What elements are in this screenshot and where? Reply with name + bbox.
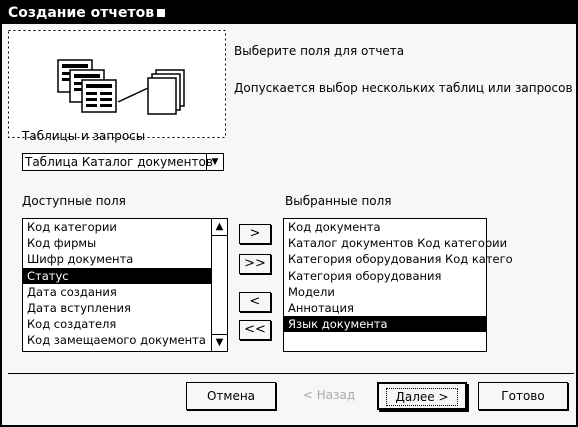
list-item[interactable]: Код фирмы <box>27 236 97 251</box>
list-item[interactable]: Каталог документов Код категории <box>288 236 508 251</box>
chevron-down-icon[interactable]: ▼ <box>206 154 223 170</box>
title-box-icon <box>157 9 165 17</box>
add-field-button[interactable]: > <box>239 224 271 244</box>
list-item[interactable]: Аннотация <box>288 300 354 315</box>
add-all-fields-button[interactable]: >> <box>239 254 271 274</box>
selected-fields-list[interactable] <box>283 218 513 352</box>
back-button[interactable]: < Назад <box>284 382 374 410</box>
footer-divider <box>8 373 574 374</box>
list-item[interactable]: Код категории <box>27 220 117 234</box>
tables-combobox[interactable] <box>22 153 224 171</box>
cancel-button[interactable]: Отмена <box>186 382 276 410</box>
list-item[interactable]: Модели <box>288 284 335 299</box>
list-item[interactable]: Код документа <box>288 220 381 234</box>
title-bar <box>2 2 576 24</box>
wizard-heading: Выберите поля для отчета <box>234 44 405 58</box>
available-fields-label: Доступные поля <box>22 194 126 208</box>
wizard-illustration <box>8 30 226 138</box>
report-pages-icon <box>8 30 226 138</box>
list-item[interactable]: Шифр документа <box>27 252 134 267</box>
list-item-selected[interactable]: Язык документа <box>284 316 486 332</box>
list-item[interactable]: Код замещаемого документа <box>27 333 206 348</box>
tables-label: Таблицы и запросы <box>22 129 146 143</box>
available-fields-list[interactable] <box>22 218 228 352</box>
remove-field-button[interactable]: < <box>239 292 271 312</box>
list-item[interactable]: Дата создания <box>27 284 117 299</box>
list-item[interactable]: Дата вступления <box>27 300 131 315</box>
scroll-up-icon[interactable]: ▲ <box>212 219 227 236</box>
next-button-label: Далее > <box>386 388 457 406</box>
list-item-selected[interactable]: Статус <box>23 268 227 284</box>
next-button[interactable] <box>377 382 467 410</box>
available-fields-scrollbar[interactable] <box>211 219 227 351</box>
finish-button[interactable]: Готово <box>478 382 568 410</box>
remove-all-fields-button[interactable]: << <box>239 320 271 340</box>
window-title: Создание отчетов <box>8 5 155 21</box>
list-item[interactable]: Код создателя <box>27 317 117 332</box>
scroll-down-icon[interactable]: ▼ <box>212 334 227 351</box>
list-item[interactable]: Категория оборудования Код катего <box>288 252 513 267</box>
tables-combobox-value: Таблица Каталог документов <box>25 155 213 169</box>
selected-fields-label: Выбранные поля <box>285 194 392 208</box>
wizard-hint: Допускается выбор нескольких таблиц или запросов <box>234 81 573 95</box>
list-item[interactable]: Категория оборудования <box>288 268 442 283</box>
